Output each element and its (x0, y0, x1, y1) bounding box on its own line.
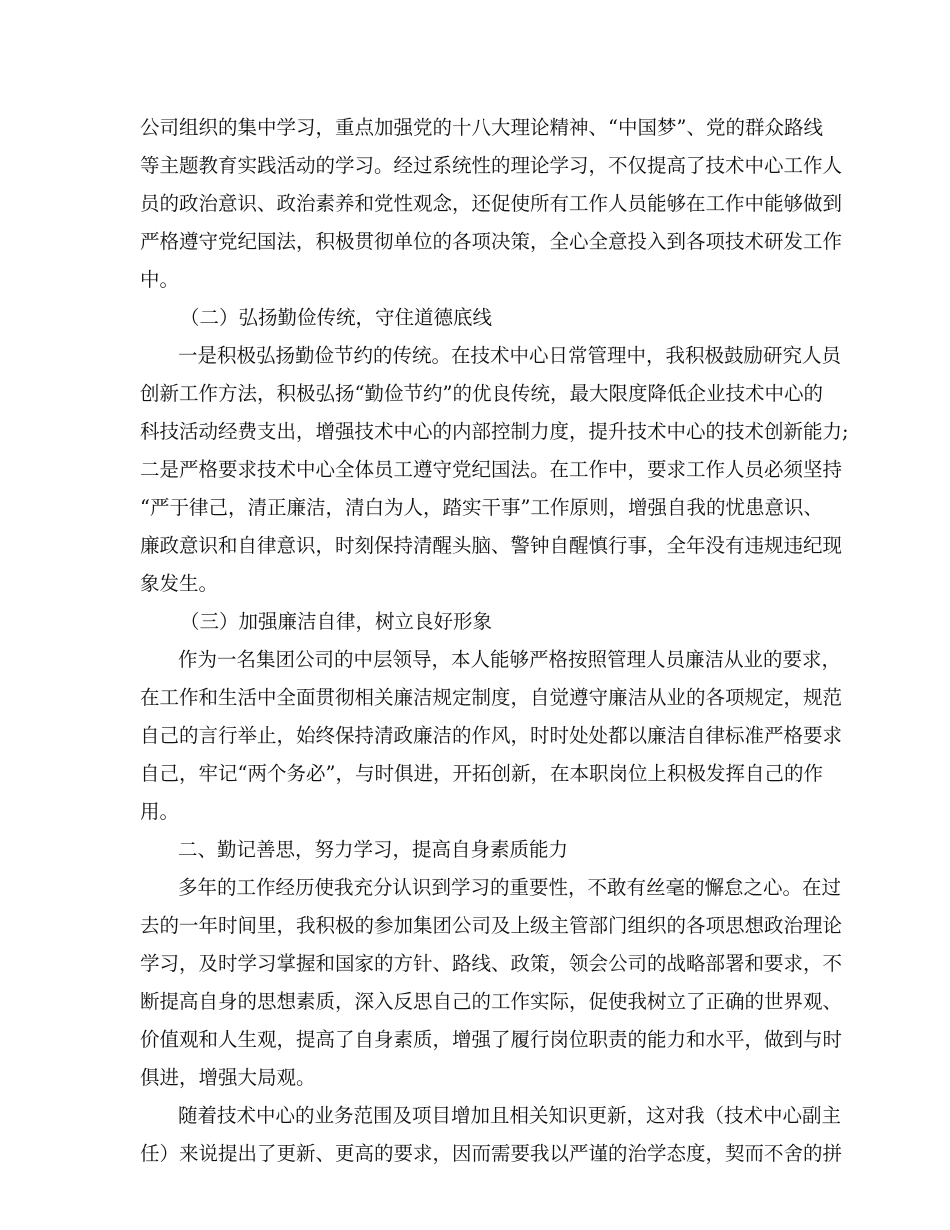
text-line: 科技活动经费支出，增强技术中心的内部控制力度，提升技术中心的技术创新能力; (140, 420, 849, 443)
text-line: 价值观和人生观，提高了自身素质，增强了履行岗位职责的能力和水平，做到与时 (140, 1028, 843, 1051)
text-line: 员的政治意识、政治素养和党性观念，还促使所有工作人员能够在工作中能够做到 (140, 192, 843, 215)
text-line: 作为一名集团公司的中层领导，本人能够严格按照管理人员廉洁从业的要求， (178, 648, 842, 671)
text-line: 等主题教育实践活动的学习。经过系统性的理论学习，不仅提高了技术中心工作人 (140, 154, 843, 177)
text-line: 多年的工作经历使我充分认识到学习的重要性，不敢有丝毫的懈怠之心。在过 (178, 876, 842, 899)
text-line: 去的一年时间里，我积极的参加集团公司及上级主管部门组织的各项思想政治理论 (140, 914, 843, 937)
text-line: 随着技术中心的业务范围及项目增加且相关知识更新，这对我（技术中心副主 (178, 1104, 842, 1127)
text-line: 自己，牢记“两个务必”，与时俱进，开拓创新，在本职岗位上积极发挥自己的作 (140, 762, 823, 785)
text-line: “严于律己，清正廉洁，清白为人，踏实干事”工作原则，增强自我的忧患意识、 (140, 496, 823, 519)
text-line: 断提高自身的思想素质，深入反思自己的工作实际，促使我树立了正确的世界观、 (140, 990, 843, 1013)
text-line: 自己的言行举止，始终保持清政廉洁的作风，时时处处都以廉洁自律标准严格要求 (140, 724, 843, 747)
section-heading: （二）弘扬勤俭传统，守住道德底线 (180, 306, 493, 329)
text-line: 在工作和生活中全面贯彻相关廉洁规定制度，自觉遵守廉洁从业的各项规定，规范 (140, 686, 843, 709)
text-line: 严格遵守党纪国法，积极贯彻单位的各项决策，全心全意投入到各项技术研发工作 (140, 230, 843, 253)
text-line: 学习，及时学习掌握和国家的方针、路线、政策，领会公司的战略部署和要求，不 (140, 952, 843, 975)
text-line: 一是积极弘扬勤俭节约的传统。在技术中心日常管理中，我积极鼓励研究人员 (178, 344, 842, 367)
text-line: 二是严格要求技术中心全体员工遵守党纪国法。在工作中，要求工作人员必须坚持 (140, 458, 843, 481)
text-line: 创新工作方法，积极弘扬“勤俭节约”的优良传统，最大限度降低企业技术中心的 (140, 382, 823, 405)
text-line: 任）来说提出了更新、更高的要求，因而需要我以严谨的治学态度，契而不舍的拼 (140, 1142, 843, 1165)
text-line: 公司组织的集中学习，重点加强党的十八大理论精神、“中国梦”、党的群众路线 (140, 116, 823, 139)
text-line: 廉政意识和自律意识，时刻保持清醒头脑、警钟自醒慎行事，全年没有违规违纪现 (140, 534, 843, 557)
section-heading: 二、勤记善思，努力学习，提高自身素质能力 (178, 838, 569, 861)
text-line: 用。 (140, 800, 180, 823)
text-line: 中。 (140, 268, 180, 291)
section-heading: （三）加强廉洁自律，树立良好形象 (180, 610, 493, 633)
text-line: 俱进，增强大局观。 (140, 1066, 316, 1089)
text-line: 象发生。 (140, 572, 219, 595)
